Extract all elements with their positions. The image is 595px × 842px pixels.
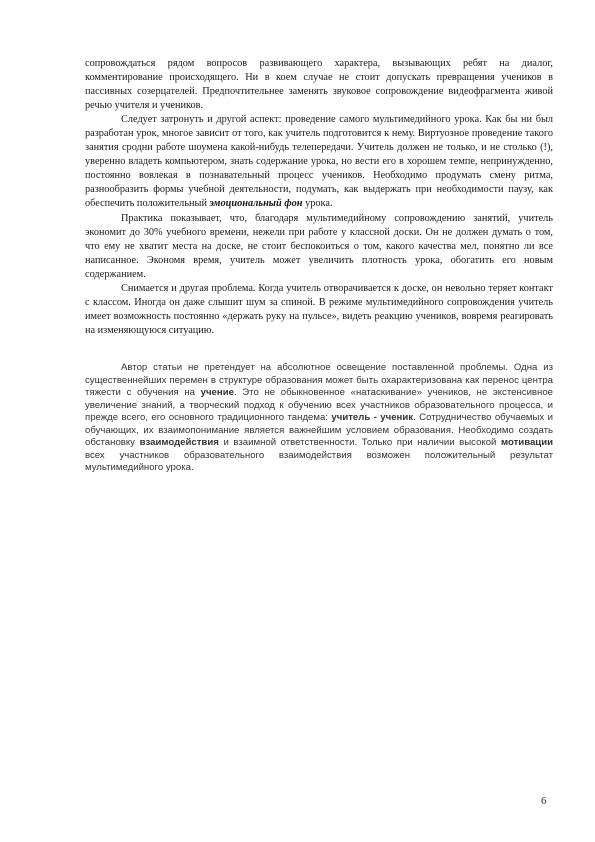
page-number: 6 <box>541 795 547 807</box>
conclusion-text-4: и взаимной ответственности. Только при наличии высокой <box>223 437 497 448</box>
article-body-main <box>85 57 553 338</box>
paragraph-5 <box>85 362 553 475</box>
bold-term-motivation: мотивации <box>501 437 554 448</box>
conclusion-text-1: Автор статьи не претендует на абсолютное освещение поставленной проблемы. Одна из существеннейших перемен в структуре образования может быть охарактеризована как перенос центра тяжести с обучения на <box>85 362 553 398</box>
paragraph-2-text: Следует затронуть и другой аспект: проведение самого мультимедийного урока. Как бы ни был разработан урок, многое зависит от того, как учитель подготовится к нему. Виртуозное проведение такого занятия сродни работе шоумена какой-нибудь телепередачи. Учитель должен не только, и не столько (!), уверенно владеть компьютером, знать содержание урока, но вести его в хорошем темпе, непринужденно, постоянно вовлекая в познавательный процесс учеников. Необходимо продумать смену ритма, разнообразить формы учебной деятельности, подумать, как выдержать при необходимости паузу, как обеспечить положительный <box>85 114 553 210</box>
bold-term-learning: учение <box>200 387 234 398</box>
paragraph-3: Практика показывает, что, благодаря мультимедийному сопровождению занятий, учитель экономит до 30% учебного времени, нежели при работе у классной доски. Он не должен думать о том, что ему не хватит места на доске, не стоит беспокоиться о том, какого качества мел, понятно ли все написанное. Экономя время, учитель может увеличить плотность урока, обогатить его новым содержанием. <box>85 212 553 280</box>
conclusion-text-2: . Это не обыкновенное «натаскивание» учеников, не экстенсивное увеличение знаний, а творческий подход к обучению всех участников образовательного процесса, и прежде всего, его основного традиционного тандема: <box>85 387 553 423</box>
conclusion-text-5: всех участников образовательного взаимодействия возможен положительный результат мультимедийного урока. <box>85 449 553 473</box>
paragraph-2 <box>85 113 553 211</box>
conclusion-text-3: . Сотрудничество обучаемых и обучающих, их взаимопонимание является важнейшим условием образования. Необходимо создать обстановку <box>85 412 553 448</box>
bold-term-teacher-student: учитель - ученик <box>331 412 414 423</box>
bold-term-interaction: взаимодействия <box>139 437 219 448</box>
paragraph-4: Снимается и другая проблема. Когда учитель отворачивается к доске, он невольно теряет контакт с классом. Иногда он даже слышит шум за спиной. В режиме мультимедийного сопровождения учитель имеет возможность постоянно «держать руку на пульсе», видеть реакцию учеников, вовремя реагировать на изменяющуюся ситуацию. <box>85 282 553 336</box>
paragraph-2-ending: урока. <box>305 198 333 210</box>
paragraph-1: сопровождаться рядом вопросов развивающего характера, вызывающих ребят на диалог, комментирование происходящего. Ни в коем случае не стоит допускать превращения учеников в пассивных созерцателей. Предпочтительнее заменять звуковое сопровождение видеофрагмента живой речью учителя и учеников. <box>85 58 553 112</box>
emotional-background-emphasis: эмоциональный фон <box>209 198 303 210</box>
article-conclusion <box>85 362 553 475</box>
